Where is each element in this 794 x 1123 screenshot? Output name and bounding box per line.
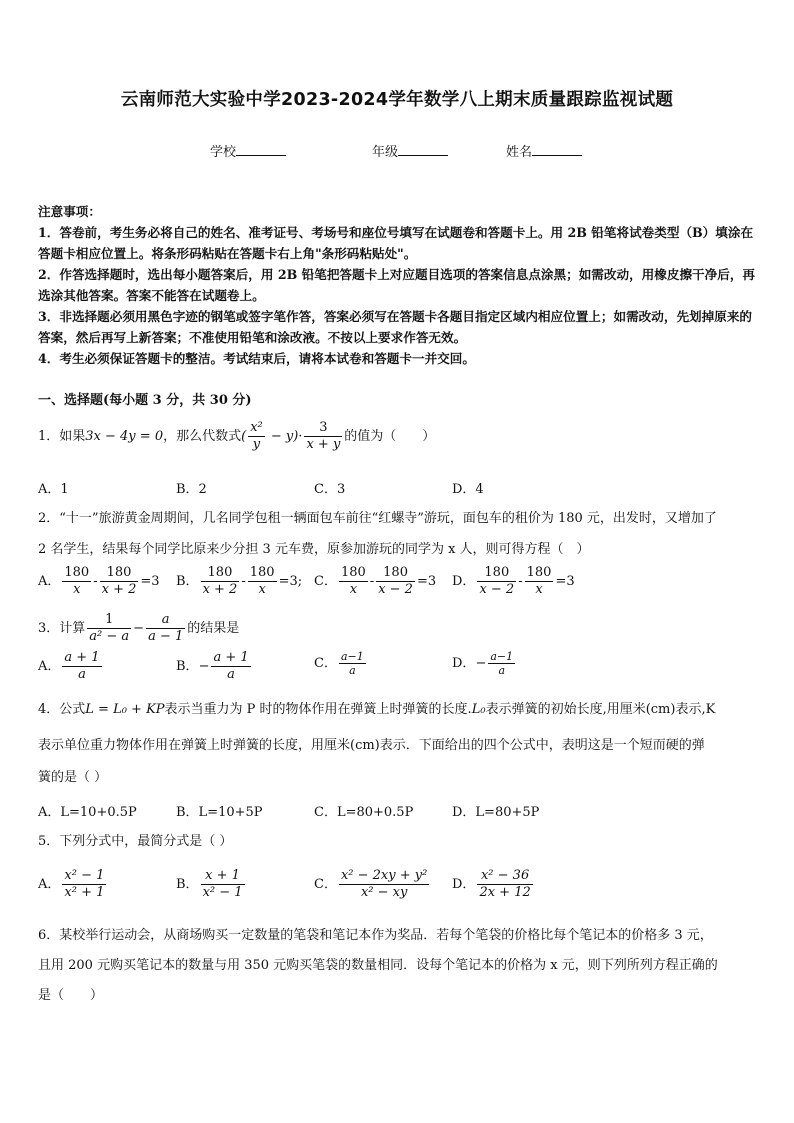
q3-fraction-2: $\frac{a}{a - 1}$ bbox=[148, 612, 184, 644]
question-2: 2．“十一”旅游黄金周期间，几名同学包租一辆面包车前往“红螺寺”游玩，面包车的租价为 180 元，出发时，又增加了 2 名学生，结果每个同学比原来少分担 3 元车费，原参加游玩的同学为 x 人，则可得方程（ ） bbox=[38, 511, 717, 557]
q5-option-d[interactable]: D． $\frac{\text{x² − 36}}{2x + 12}$ bbox=[452, 868, 531, 900]
q2-option-a[interactable]: A． $\frac{180}{x}$ - $\frac{180}{x + 2}$ =3 bbox=[38, 565, 160, 597]
question-3: 3．计算 $\frac{1}{\text{a² − a}}$ − $\frac{a}{a - 1}$ 的结果是 bbox=[38, 612, 240, 644]
grade-label: 年级 bbox=[372, 145, 399, 160]
name-field bbox=[506, 141, 582, 160]
section-title: 一、选择题(每小题 3 分，共 30 分) bbox=[38, 393, 252, 408]
q1-option-b[interactable]: B．2 bbox=[176, 482, 207, 497]
notice-item: 2．作答选择题时，选出每小题答案后，用 2B 铅笔把答题卡上对应题目选项的答案信息点涂黑；如需改动，用橡皮擦干净后，再选涂其他答案。答案不能答在试题卷上。 bbox=[38, 267, 756, 303]
grade-blank bbox=[398, 144, 448, 156]
q3-fraction-1: $\frac{1}{\text{a² − a}}$ bbox=[89, 612, 130, 644]
school-label: 学校 bbox=[210, 145, 237, 160]
q1-fraction-2: $\frac{3}{x + y}$ bbox=[306, 420, 341, 452]
q4-option-a[interactable]: A．L=10+0.5P bbox=[38, 805, 137, 820]
name-label: 姓名 bbox=[506, 145, 533, 160]
q4-option-b[interactable]: B．L=10+5P bbox=[176, 805, 263, 820]
q1-condition: 3x − 4y = 0 bbox=[85, 429, 164, 444]
q1-fraction-1: $\frac{\text{x²}}{y}$ bbox=[250, 420, 263, 452]
q2-option-b[interactable]: B． $\frac{180}{x + 2}$ - $\frac{180}{x}$ =3; bbox=[176, 565, 303, 597]
notice-item: 1．答卷前，考生务必将自己的姓名、准考证号、考场号和座位号填写在试题卷和答题卡上。用 2B 铅笔将试卷类型（B）填涂在答题卡相应位置上。将条形码粘贴在答题卡右上角"条形码粘贴处"。 bbox=[38, 225, 754, 261]
name-blank bbox=[532, 144, 582, 156]
school-field bbox=[210, 141, 286, 160]
q2-option-c[interactable]: C． $\frac{180}{x}$ - $\frac{180}{x - 2}$ =3 bbox=[314, 565, 437, 597]
q1-option-c[interactable]: C．3 bbox=[314, 482, 346, 497]
grade-field bbox=[372, 141, 448, 160]
question-5: 5．下列分式中，最简分式是（ ） bbox=[38, 834, 233, 849]
q3-option-d[interactable]: D．− $\frac{a-1}{a}$ bbox=[452, 650, 514, 677]
q3-option-c[interactable]: C． $\frac{a-1}{a}$ bbox=[314, 650, 364, 677]
q3-option-a[interactable]: A． $\frac{a + 1}{a}$ bbox=[38, 650, 100, 682]
notice-block bbox=[38, 201, 760, 369]
q1-option-d[interactable]: D．4 bbox=[452, 482, 484, 497]
q5-option-b[interactable]: B． $\frac{x + 1}{\text{x² − 1}}$ bbox=[176, 868, 243, 900]
q5-option-c[interactable]: C． $\frac{\text{x² − 2xy + y²}}{\text{x² − xy}}$ bbox=[314, 868, 428, 900]
notice-heading: 注意事项： bbox=[38, 204, 101, 219]
q5-option-a[interactable]: A． $\frac{\text{x² − 1}}{\text{x² + 1}}$ bbox=[38, 868, 105, 900]
q4-option-d[interactable]: D．L=80+5P bbox=[452, 805, 540, 820]
question-6: 6．某校举行运动会，从商场购买一定数量的笔袋和笔记本作为奖品．若每个笔袋的价格比每个笔记本的价格多 3 元， 且用 200 元购买笔记本的数量与用 350 元购买笔袋的数量相同．设每个笔记本的价格为 x 元，则下列所列方程正确的 是（ ） bbox=[38, 928, 718, 1003]
q4-option-c[interactable]: C．L=80+0.5P bbox=[314, 805, 414, 820]
q2-option-d[interactable]: D． $\frac{180}{x - 2}$ - $\frac{180}{x}$ =3 bbox=[452, 565, 575, 597]
notice-item: 3．非选择题必须用黑色字迹的钢笔或签字笔作答，答案必须写在答题卡各题目指定区域内相应位置上；如需改动，先划掉原来的答案，然后再写上新答案；不准使用铅笔和涂改液。不按以上要求作答无效。 bbox=[38, 309, 753, 345]
q3-option-b[interactable]: B．− $\frac{a + 1}{a}$ bbox=[176, 650, 249, 682]
notice-item: 4．考生必须保证答题卡的整洁。考试结束后，请将本试卷和答题卡一并交回。 bbox=[38, 351, 475, 366]
q1-option-a[interactable]: A．1 bbox=[38, 482, 69, 497]
q4-formula: L = L₀ + KP bbox=[85, 702, 165, 717]
school-blank bbox=[236, 144, 286, 156]
page-title: 云南师范大实验中学2023-2024学年数学八上期末质量跟踪监视试题 bbox=[120, 90, 674, 110]
question-4: 4．公式L = L₀ + KP表示当重力为 P 时的物体作用在弹簧上时弹簧的长度.L₀表示弹簧的初始长度,用厘米(cm)表示,K 表示单位重力物体作用在弹簧上时弹簧的长度，用厘米(cm)表示．下面给出的四个公式中，表明这是一个短而硬的弹 簧的是（ ） bbox=[38, 702, 716, 785]
question-1: 1．如果3x − 4y = 0，那么代数式( $\frac{\text{x²}}{y}$ − y)· $\frac{3}{x + y}$ 的值为（ ） bbox=[38, 420, 436, 452]
